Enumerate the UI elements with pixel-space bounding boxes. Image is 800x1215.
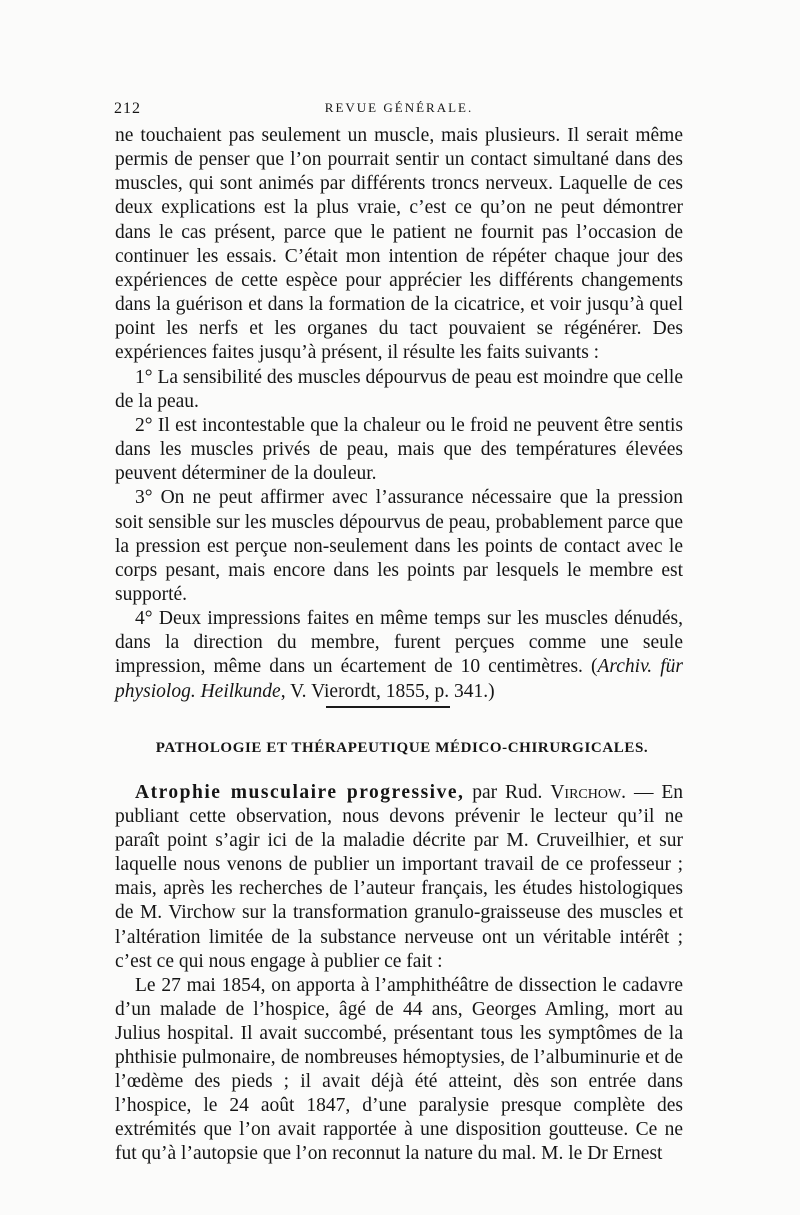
section-divider bbox=[326, 706, 450, 708]
article-title: Atrophie musculaire progressive, bbox=[135, 782, 465, 803]
citation-journal: Archiv. für physiolog. Heilkunde bbox=[115, 656, 683, 702]
article-author: Virchow. bbox=[550, 782, 627, 803]
page-header bbox=[114, 100, 684, 122]
case-report: Le 27 mai 1854, on apporta à l’amphithéâtre de dissection le cadavre d’un malade de l’hospice, âgé de 44 ans, Georges Amling, mort au Julius hospital. Il avait succombé, présentant tous les symptômes de la phthisie pulmonaire, de nombreuses hémoptysies, de l’albuminurie et de l’œdème des pieds ; il avait déjà été atteint, dès son entrée dans l’hospice, le 24 août 1847, d’une paralysie presque complète des extrémités que l’on avait rapportée à une disposition goutteuse. Ce ne fut qu’à l’autopsie que l’on reconnut la nature du mal. M. le Dr Ernest bbox=[115, 974, 683, 1165]
finding-4-text: 4° Deux impressions faites en même temps sur les muscles dénudés, dans la direction du membre, furent perçues comme une seule impression, même dans un écartement de 10 centimètres. ( bbox=[115, 608, 683, 678]
article-intro bbox=[115, 781, 683, 974]
finding-3: 3° On ne peut affirmer avec l’assurance nécessaire que la pression soit sensible sur les muscles dépourvus de peau, probablement parce que la pression est perçue non-seulement dans les points de contact avec le corps pesant, mais encore dans les points par lesquels le membre est supporté. bbox=[115, 487, 683, 605]
article-intro-text: — En publiant cette observation, nous devons prévenir le lecteur qu’il ne paraît point s’agir ici de la maladie décrite par M. Cruveilhier, et sur laquelle nous venons de publier un important travail de ce professeur ; mais, après les recherches de l’auteur français, les études histologiques de M. Virchow sur la transformation granulo-graisseuse des muscles et l’altération limitée de la substance nerveuse ont un véritable intérêt ; c’est ce qui nous engage à publier ce fait : bbox=[115, 782, 684, 972]
page-number: 212 bbox=[114, 100, 141, 117]
finding-4 bbox=[115, 607, 683, 704]
intro-paragraph: ne touchaient pas seulement un muscle, mais plusieurs. Il serait même permis de penser que l’on pourrait sentir un contact simultané dans des muscles, qui sont animés par différents troncs nerveux. Laquelle de ces deux explications est la plus vraie, c’est ce qu’on ne peut démontrer dans le cas présent, parce que le patient ne fournit pas l’occasion de continuer les essais. C’était mon intention de répéter chaque jour des expériences de cette espèce pour apprécier les différents changements dans la guérison et dans la formation de la cicatrice, et voir jusqu’à quel point les nerfs et les organes du tact pouvaient se régénérer. Des expériences faites jusqu’à présent, il résulte les faits suivants : bbox=[115, 125, 683, 364]
article bbox=[115, 781, 683, 1167]
section-heading: PATHOLOGIE ET THÉRAPEUTIQUE MÉDICO-CHIRURGICALES. bbox=[155, 740, 649, 756]
citation-details: , V. Vierordt, 1855, p. 341.) bbox=[280, 680, 495, 702]
finding-1: 1° La sensibilité des muscles dépourvus de peau est moindre que celle de la peau. bbox=[115, 366, 683, 412]
article-byline: par Rud. bbox=[464, 782, 551, 803]
running-title: REVUE GÉNÉRALE. bbox=[324, 100, 474, 115]
body-text bbox=[115, 124, 683, 704]
finding-2: 2° Il est incontestable que la chaleur ou le froid ne peuvent être sentis dans les muscles privés de peau, mais que des températures élevées peuvent déterminer de la douleur. bbox=[115, 414, 683, 485]
